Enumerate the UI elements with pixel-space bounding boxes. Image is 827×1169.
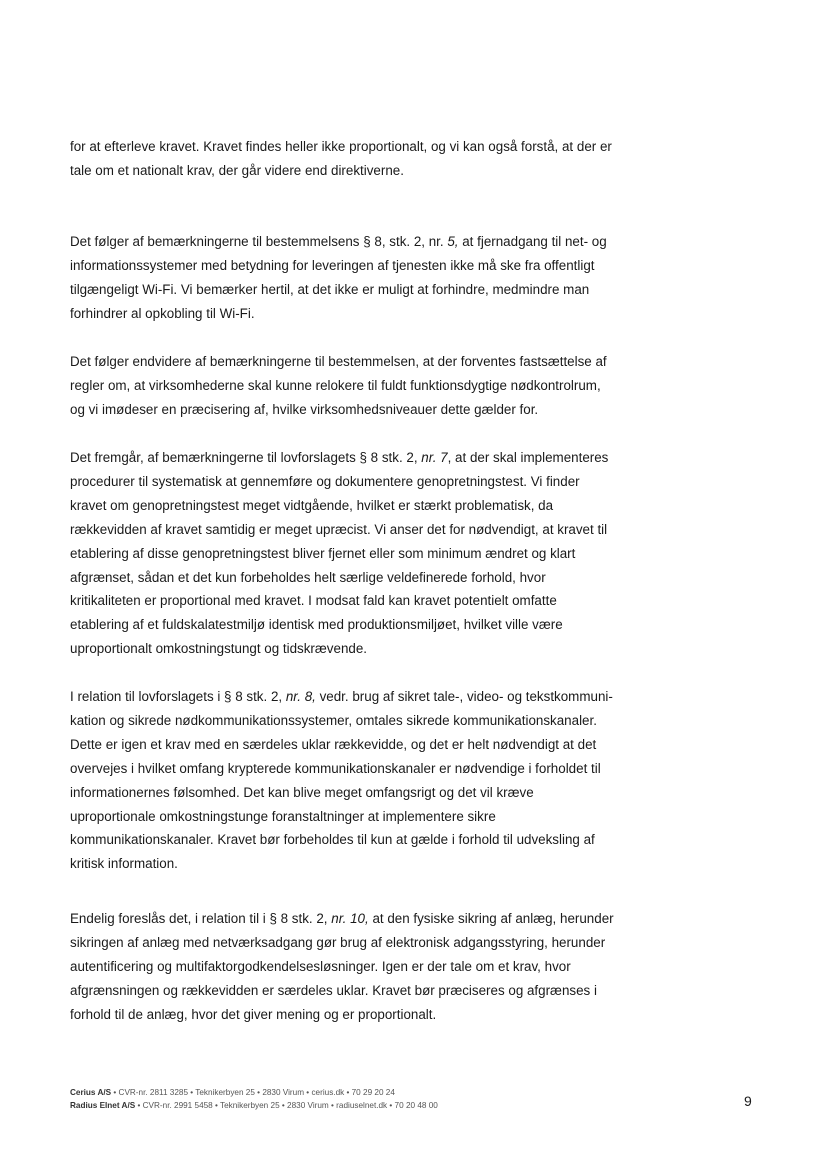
text-line (70, 446, 660, 470)
text-line: afgrænset, sådan et det kun forbeholdes helt særlige veldefinerede forhold, hvor (70, 569, 546, 585)
text-line: Dette er igen et krav med en særdeles uklar rækkevidde, og det er helt nødvendigt at det (70, 736, 597, 752)
text-line: forhindrer al opkobling til Wi-Fi. (70, 305, 255, 321)
text-segment: at fjernadgang til net- og (458, 234, 607, 249)
text-line: etablering af et fuldskalatestmiljø identisk med produktionsmiljøet, hvilket ville være (70, 617, 563, 633)
paragraph-1 (70, 135, 660, 183)
paragraph-4 (70, 446, 660, 661)
italic-reference: 5, (447, 234, 459, 249)
page-footer (70, 1087, 438, 1112)
text-line: regler om, at virksomhederne skal kunne relokere til fuldt funktionsdygtige nødkontrolrum, (70, 377, 601, 393)
text-line (70, 685, 660, 709)
paragraph-5 (70, 685, 660, 876)
text-line: forhold til de anlæg, hvor det giver mening og er proportionalt. (70, 1006, 437, 1022)
footer-details: • CVR-nr. 2991 5458 • Teknikerbyen 25 • 2830 Virum • radiuselnet.dk • 70 20 48 00 (135, 1100, 438, 1110)
footer-company: Cerius A/S (70, 1088, 112, 1097)
text-segment: , at der skal implementeres (447, 450, 609, 465)
page-number: 9 (744, 1093, 752, 1109)
text-segment: I relation til lovforslagets i § 8 stk. 2, (70, 689, 286, 704)
text-line: informationernes følsomhed. Det kan blive meget omfangsrigt og det vil kræve (70, 784, 534, 800)
italic-reference: nr. 7 (421, 450, 448, 465)
footer-company: Radius Elnet A/S (70, 1100, 136, 1110)
text-line: kravet om genopretningstest meget vidtgående, hvilket er stærkt problematisk, da (70, 497, 554, 513)
paragraph-2 (70, 230, 660, 326)
text-line: informationssystemer med betydning for leveringen af tjenesten ikke må ske fra offentligt (70, 257, 595, 273)
text-segment: Endelig foreslås det, i relation til i § 8 stk. 2, (70, 911, 332, 926)
text-line: og vi imødeser en præcisering af, hvilke virksomhedsniveauer dette gælder for. (70, 401, 539, 417)
footer-line-radius (70, 1100, 438, 1113)
text-line: uproportionalt omkostningstungt og tidskrævende. (70, 641, 368, 657)
text-line: kommunikationskanaler. Kravet bør forbeholdes til kun at gælde i forhold til udveksling af (70, 832, 595, 848)
text-line: kritikaliteten er proportional med kravet. I modsat fald kan kravet potentielt omfatte (70, 593, 557, 609)
paragraph-3 (70, 350, 660, 422)
text-segment: at den fysiske sikring af anlæg, herunder (368, 911, 614, 926)
text-line: overvejes i hvilket omfang krypterede kommunikationskanaler er nødvendige i forholdet til (70, 760, 601, 776)
text-line: rækkevidden af kravet samtidig er meget upræcist. Vi anser det for nødvendigt, at kravet til (70, 521, 608, 537)
text-line (70, 907, 660, 931)
italic-reference: nr. 8, (285, 689, 316, 704)
text-segment: vedr. brug af sikret tale-, video- og tekstkommuni- (315, 689, 613, 704)
text-segment: Det fremgår, af bemærkningerne til lovforslagets § 8 stk. 2, (70, 450, 422, 465)
italic-reference: nr. 10, (331, 911, 369, 926)
footer-details: • CVR-nr. 2811 3285 • Teknikerbyen 25 • 2830 Virum • cerius.dk • 70 29 20 24 (111, 1088, 395, 1097)
text-line: etablering af disse genopretningstest bliver fjernet eller som minimum ændret og klart (70, 545, 576, 561)
text-line: kation og sikrede nødkommunikationssystemer, omtales sikrede kommunikationskanaler. (70, 712, 597, 728)
footer-line-cerius (70, 1087, 438, 1100)
text-line: procedurer til systematisk at gennemføre og dokumentere genopretningstest. Vi finder (70, 473, 580, 489)
text-line: Det følger endvidere af bemærkningerne til bestemmelsen, at der forventes fastsættelse af (70, 354, 607, 369)
text-line: tilgængeligt Wi-Fi. Vi bemærker hertil, at det ikke er muligt at forhindre, medmindre man (70, 281, 590, 297)
text-segment: Det følger af bemærkningerne til bestemmelsens § 8, stk. 2, nr. (70, 234, 448, 249)
text-line: afgrænsningen og rækkevidden er særdeles uklar. Kravet bør præciseres og afgrænses i (70, 982, 597, 998)
text-line (70, 230, 660, 254)
text-line: tale om et nationalt krav, der går videre end direktiverne. (70, 162, 404, 178)
text-line: for at efterleve kravet. Kravet findes heller ikke proportionalt, og vi kan også forstå, at der er (70, 139, 612, 154)
text-line: kritisk information. (70, 856, 178, 872)
paragraph-6 (70, 907, 660, 1027)
text-line: autentificering og multifaktorgodkendelsesløsninger. Igen er der tale om et krav, hvor (70, 958, 571, 974)
text-line: sikringen af anlæg med netværksadgang gør brug af elektronisk adgangsstyring, herunder (70, 934, 606, 950)
text-line: uproportionale omkostningstunge foranstaltninger at implementere sikre (70, 808, 496, 824)
